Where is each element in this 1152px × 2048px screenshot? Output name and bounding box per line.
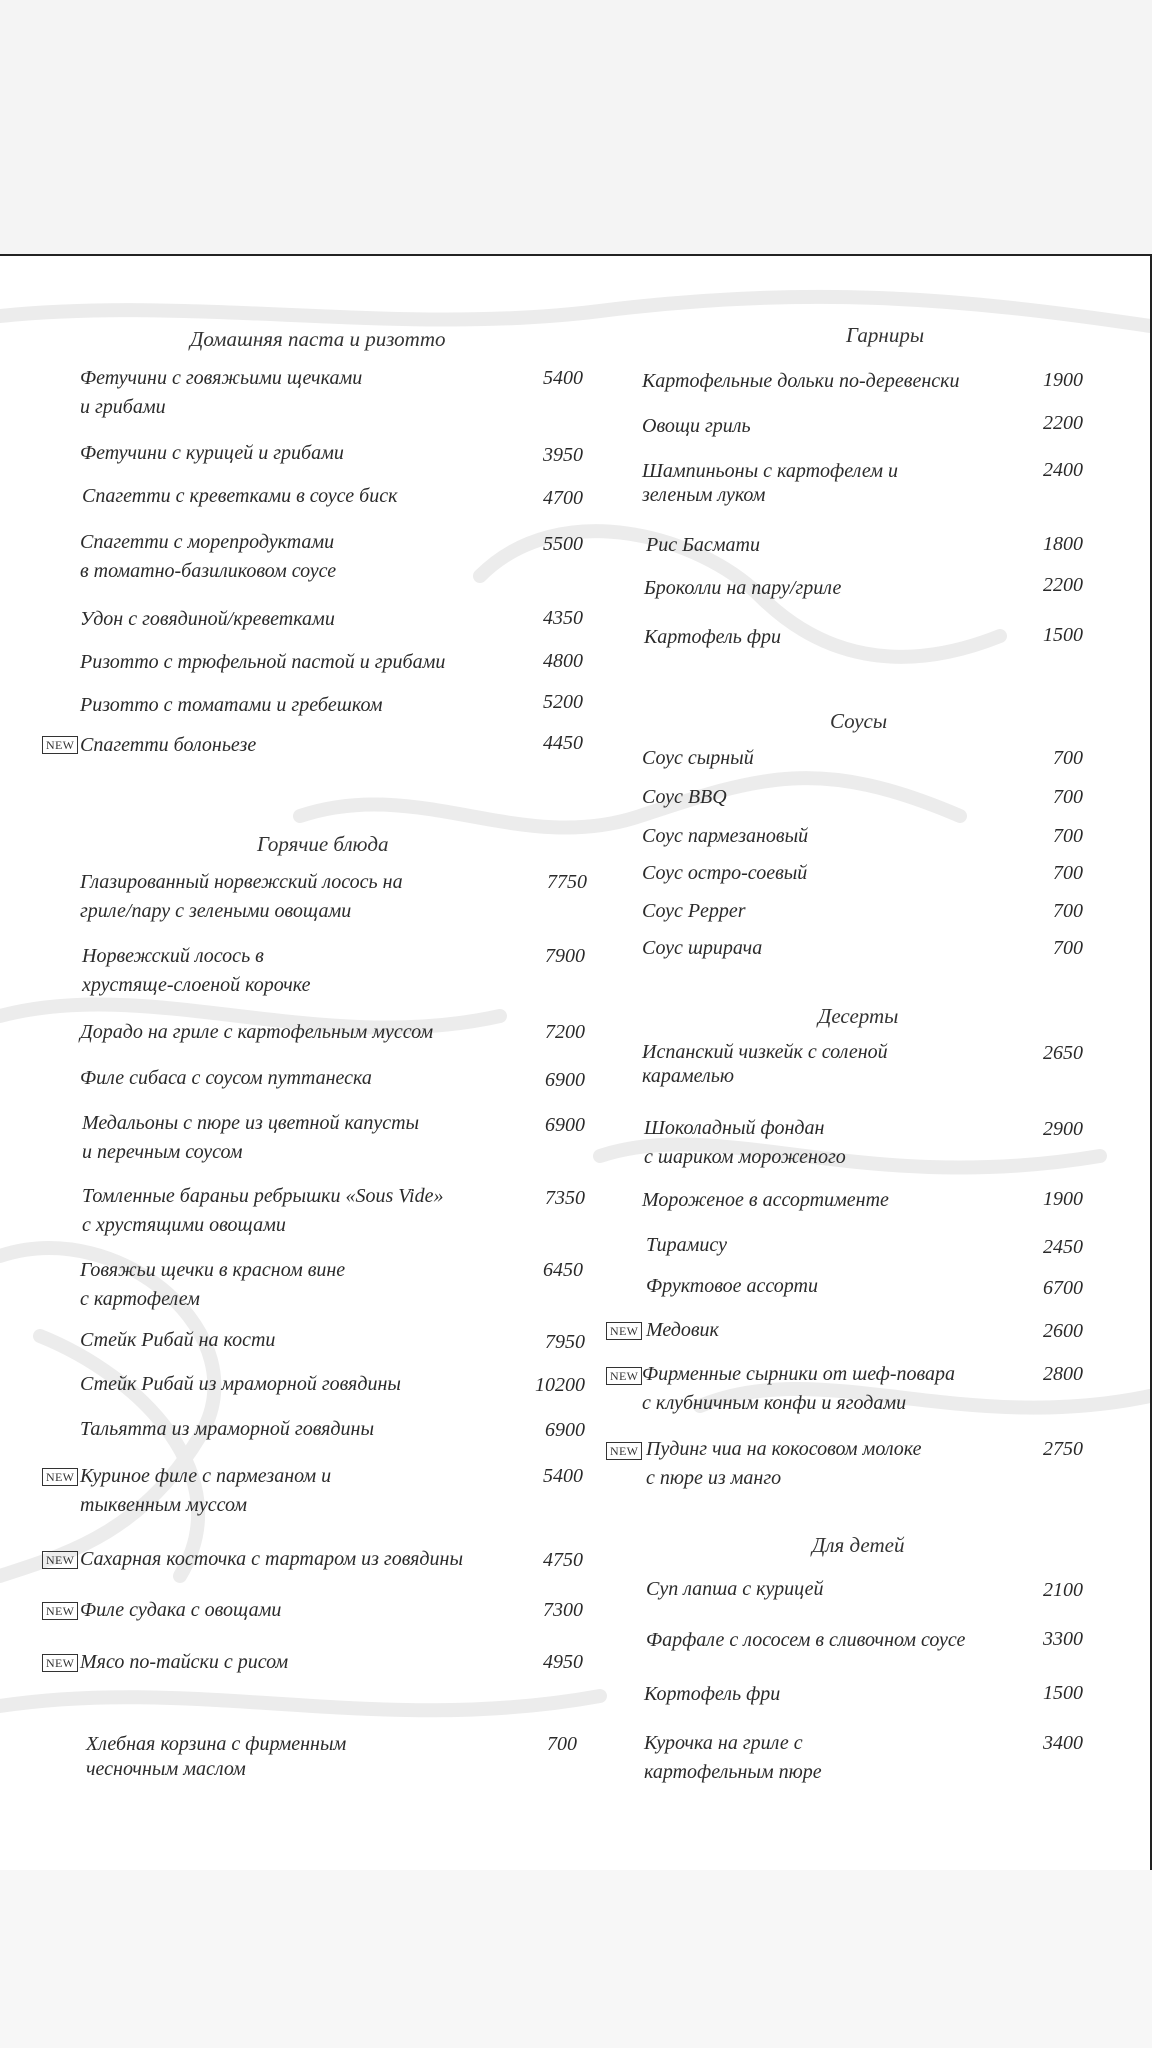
menu-item-name: Дорадо на гриле с картофельным муссом xyxy=(80,1021,434,1043)
menu-item-price: 3400 xyxy=(1043,1732,1083,1754)
menu-item-price: 6900 xyxy=(545,1069,585,1091)
menu-item-name: Испанский чизкейк с соленой карамелью xyxy=(642,1041,888,1087)
menu-item-name: Картофельные дольки по-деревенски xyxy=(642,370,960,392)
menu-item-name: Спагетти болоньезе xyxy=(80,734,257,756)
menu-item-name: Спагетти с креветками в соусе биск xyxy=(82,485,398,507)
menu-item-name: Томленные бараньи ребрышки «Sous Vide» с хрустящими овощами xyxy=(82,1185,444,1236)
menu-item-name: Говяжьи щечки в красном вине с картофелем xyxy=(80,1259,346,1310)
menu-item-price: 1900 xyxy=(1043,1188,1083,1210)
menu-item-price: 3300 xyxy=(1043,1628,1083,1650)
menu-item-name: Тальятта из мраморной говядины xyxy=(80,1418,375,1440)
menu-item-price: 5400 xyxy=(543,1465,583,1487)
menu-item-price: 2900 xyxy=(1043,1118,1083,1140)
menu-item-price: 7300 xyxy=(543,1599,583,1621)
menu-item-name: Удон с говядиной/креветками xyxy=(80,608,335,630)
new-badge: NEW xyxy=(606,1442,642,1460)
menu-item-price: 10200 xyxy=(535,1374,585,1396)
menu-item-price: 700 xyxy=(1053,786,1083,808)
section-title-sides: Гарниры xyxy=(846,323,925,347)
menu-item-price: 2800 xyxy=(1043,1363,1083,1385)
menu-item-price: 700 xyxy=(1053,747,1083,769)
menu-item-name: Мясо по-тайски с рисом xyxy=(80,1651,289,1673)
new-badge: NEW xyxy=(42,1551,78,1569)
menu-item-price: 2600 xyxy=(1043,1320,1083,1342)
menu-item-price: 2100 xyxy=(1043,1579,1083,1601)
menu-item-name: Пудинг чиа на кокосовом молоке с пюре из манго xyxy=(646,1438,922,1489)
new-badge: NEW xyxy=(606,1322,642,1340)
bottom-margin xyxy=(0,1870,1152,2048)
menu-item-price: 5500 xyxy=(543,533,583,555)
menu-item-price: 7900 xyxy=(545,945,585,967)
menu-item-price: 4700 xyxy=(543,487,583,509)
menu-item-price: 1800 xyxy=(1043,533,1083,555)
menu-item-name: Соус шрирача xyxy=(642,937,763,959)
menu-item-name: Сахарная косточка с тартаром из говядины xyxy=(80,1548,463,1570)
menu-item-price: 4800 xyxy=(543,650,583,672)
menu-item-name: Фруктовое ассорти xyxy=(646,1275,818,1297)
menu-item-name: Куриное филе с пармезаном и тыквенным муссом xyxy=(80,1465,332,1516)
menu-item-name: Рис Басмати xyxy=(646,534,760,556)
menu-item-name: Соус сырный xyxy=(642,747,754,769)
section-title-hot: Горячие блюда xyxy=(257,832,389,856)
menu-item-name: Суп лапша с курицей xyxy=(646,1578,824,1600)
menu-item-price: 2450 xyxy=(1043,1236,1083,1258)
menu-item-price: 7950 xyxy=(545,1331,585,1353)
menu-item-price: 7200 xyxy=(545,1021,585,1043)
menu-item-name: Овощи гриль xyxy=(642,415,751,437)
menu-item-name: Броколли на пару/гриле xyxy=(644,577,842,599)
menu-item-price: 2650 xyxy=(1043,1042,1083,1064)
menu-item-name: Тирамису xyxy=(646,1234,728,1256)
new-badge: NEW xyxy=(42,736,78,754)
menu-item-name: Медальоны с пюре из цветной капусты и перечным соусом xyxy=(82,1112,420,1163)
menu-item-price: 4950 xyxy=(543,1651,583,1673)
menu-item-name: Ризотто с томатами и гребешком xyxy=(80,694,383,716)
menu-item-name: Фетучини с говяжьими щечками и грибами xyxy=(80,367,363,418)
menu-item-name: Мороженое в ассортименте xyxy=(642,1189,889,1211)
menu-page xyxy=(0,254,1152,1872)
menu-item-name: Хлебная корзина с фирменным чесночным маслом xyxy=(86,1733,347,1780)
menu-item-name: Филе сибаса с соусом путтанеска xyxy=(80,1067,372,1089)
menu-item-name: Спагетти с морепродуктами в томатно-базиликовом соусе xyxy=(80,531,337,582)
menu-item-name: Соус остро-соевый xyxy=(642,862,808,884)
menu-item-price: 6700 xyxy=(1043,1277,1083,1299)
menu-item-name: Фирменные сырники от шеф-повара с клубничным конфи и ягодами xyxy=(642,1363,956,1414)
menu-item-price: 5400 xyxy=(543,367,583,389)
menu-item-price: 6450 xyxy=(543,1259,583,1281)
menu-item-name: Соус пармезановый xyxy=(642,825,809,847)
menu-item-price: 1500 xyxy=(1043,1682,1083,1704)
menu-item-price: 5200 xyxy=(543,691,583,713)
menu-item-price: 700 xyxy=(1053,862,1083,884)
menu-item-name: Фетучини с курицей и грибами xyxy=(80,442,344,464)
menu-item-price: 4750 xyxy=(543,1549,583,1571)
menu-item-price: 2400 xyxy=(1043,459,1083,481)
menu-item-price: 2750 xyxy=(1043,1438,1083,1460)
menu-item-price: 7350 xyxy=(545,1187,585,1209)
menu-item-name: Ризотто с трюфельной пастой и грибами xyxy=(80,651,446,673)
menu-item-name: Медовик xyxy=(646,1319,719,1341)
section-title-desserts: Десерты xyxy=(818,1004,899,1028)
menu-item-name: Стейк Рибай на кости xyxy=(80,1329,276,1351)
menu-item-price: 3950 xyxy=(543,444,583,466)
menu-item-price: 4350 xyxy=(543,607,583,629)
menu-item-price: 6900 xyxy=(545,1114,585,1136)
menu-item-price: 4450 xyxy=(543,732,583,754)
menu-item-price: 2200 xyxy=(1043,574,1083,596)
menu-item-price: 700 xyxy=(1053,900,1083,922)
section-title-kids: Для детей xyxy=(812,1533,905,1557)
menu-item-price: 700 xyxy=(1053,825,1083,847)
new-badge: NEW xyxy=(42,1468,78,1486)
menu-item-name: Курочка на гриле с картофельным пюре xyxy=(644,1732,822,1783)
menu-item-name: Кортофель фри xyxy=(644,1683,781,1705)
menu-item-price: 1900 xyxy=(1043,369,1083,391)
menu-item-name: Соус Pepper xyxy=(642,900,746,922)
section-title-pasta: Домашняя паста и ризотто xyxy=(190,327,446,351)
menu-item-name: Филе судака с овощами xyxy=(80,1599,282,1621)
menu-item-price: 2200 xyxy=(1043,412,1083,434)
menu-item-name: Норвежский лосось в хрустяще-слоеной корочке xyxy=(82,945,311,996)
new-badge: NEW xyxy=(606,1367,642,1385)
menu-item-price: 700 xyxy=(1053,937,1083,959)
menu-item-price: 6900 xyxy=(545,1419,585,1441)
menu-item-name: Шоколадный фондан с шариком мороженого xyxy=(644,1117,846,1168)
section-title-sauces: Соусы xyxy=(830,709,888,733)
new-badge: NEW xyxy=(42,1654,78,1672)
menu-item-name: Соус BBQ xyxy=(642,786,727,808)
menu-item-name: Глазированный норвежский лосось на гриле/пару с зелеными овощами xyxy=(80,871,403,922)
menu-item-name: Картофель фри xyxy=(644,626,782,648)
new-badge: NEW xyxy=(42,1602,78,1620)
menu-item-price: 700 xyxy=(547,1733,577,1755)
menu-item-price: 1500 xyxy=(1043,624,1083,646)
menu-item-name: Стейк Рибай из мраморной говядины xyxy=(80,1373,401,1395)
menu-item-price: 7750 xyxy=(547,871,587,893)
menu-item-name: Фарфале с лососем в сливочном соусе xyxy=(646,1629,966,1651)
menu-item-name: Шампиньоны с картофелем и зеленым луком xyxy=(642,460,898,506)
